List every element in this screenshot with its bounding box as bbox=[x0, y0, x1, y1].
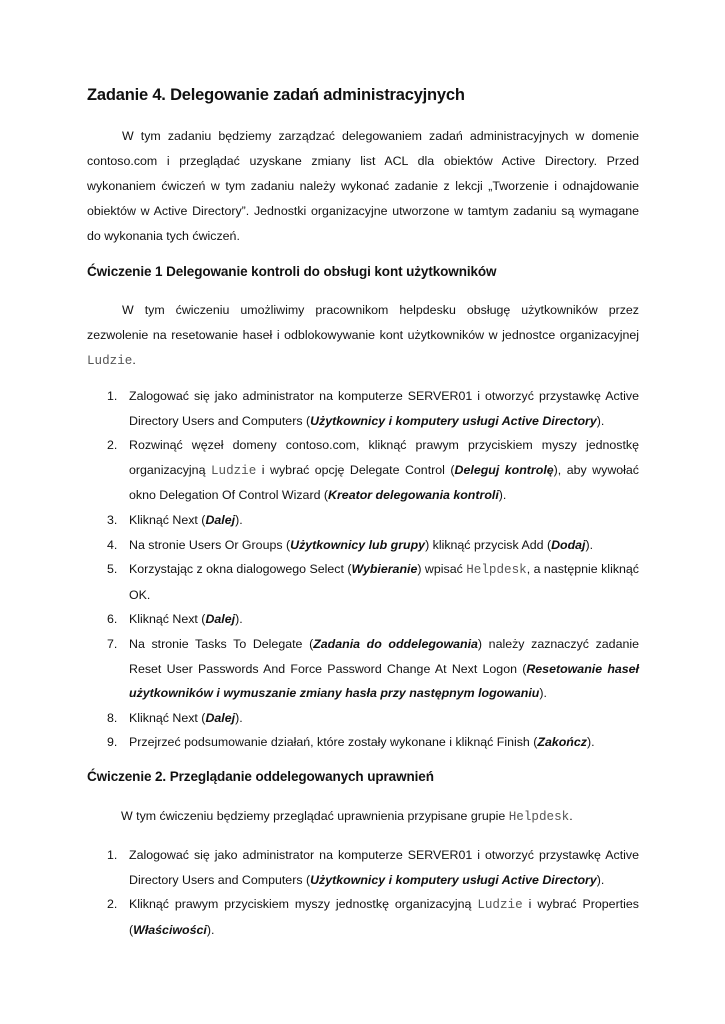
step-text: ). bbox=[596, 872, 605, 887]
ou-name-code: Ludzie bbox=[210, 463, 257, 478]
exercise-2-intro-text: W tym ćwiczeniu będziemy przeglądać uprawnienia przypisane grupie bbox=[121, 809, 509, 823]
list-item bbox=[107, 706, 639, 731]
step-number: 2. bbox=[107, 438, 118, 453]
step-text: Przejrzeć podsumowanie działań, które zostały wykonane i kliknąć Finish ( bbox=[129, 735, 538, 750]
exercise-1-title: Ćwiczenie 1 Delegowanie kontroli do obsługi kont użytkowników bbox=[87, 264, 497, 279]
step-text: ) wpisać bbox=[417, 562, 467, 577]
step-text: Kliknąć prawym przyciskiem myszy jednostkę organizacyjną bbox=[129, 897, 478, 912]
step-term: Dodaj bbox=[551, 537, 586, 552]
step-term: Deleguj kontrolę bbox=[454, 462, 554, 477]
step-text: Zalogować się jako administrator na komputerze SERVER01 i otworzyć przystawkę Active Directory Users and Computers ( bbox=[129, 389, 639, 428]
step-text: ). bbox=[498, 488, 507, 503]
step-text: i wybrać opcję Delegate Control ( bbox=[256, 462, 455, 477]
step-text: ). bbox=[596, 413, 605, 428]
step-text: Kliknąć Next ( bbox=[129, 512, 206, 527]
step-term: Użytkownicy i komputery usługi Active Directory bbox=[310, 872, 597, 887]
step-term: Dalej bbox=[205, 710, 236, 725]
intro-paragraph: W tym zadaniu będziemy zarządzać delegowaniem zadań administracyjnych w domenie contoso.com i przeglądać uzyskane zmiany list ACL dla obiektów Active Directory. Przed wykonaniem ćwiczeń w tym zadaniu należy wykonać zadanie z lekcji „Tworzenie i odnajdowanie obiektów w Active Directory”. Jednostki organizacyjne utworzone w tamtym zadaniu są wymagane do wykonania tych ćwiczeń. bbox=[87, 129, 639, 243]
ou-name-code: Ludzie bbox=[477, 898, 523, 913]
exercise-2-title: Ćwiczenie 2. Przeglądanie oddelegowanych uprawnień bbox=[87, 769, 434, 784]
list-item bbox=[107, 632, 640, 706]
ou-name-code: Ludzie bbox=[87, 354, 133, 368]
step-text: Korzystając z okna dialogowego Select ( bbox=[129, 562, 352, 577]
step-number: 6. bbox=[107, 612, 118, 627]
list-item bbox=[107, 843, 639, 892]
step-term: Wybieranie bbox=[351, 562, 418, 577]
list-item bbox=[107, 557, 639, 607]
list-item bbox=[107, 730, 639, 755]
step-text: ), aby wywołać okno Delegation Of Control Wizard ( bbox=[129, 462, 639, 503]
step-text: , a następnie kliknąć OK. bbox=[129, 562, 639, 602]
list-item bbox=[107, 384, 639, 433]
exercise-1-intro bbox=[87, 298, 639, 374]
list-item bbox=[107, 607, 639, 632]
step-text: ) należy zaznaczyć zadanie Reset User Passwords And Force Password Change At Next Logon ( bbox=[129, 636, 639, 676]
exercise-1-intro-text: W tym ćwiczeniu umożliwimy pracownikom helpdesku obsługę użytkowników przez zezwolenie na resetowanie haseł i odblokowywanie kont użytkowników w jednostce organizacyjnej bbox=[87, 303, 639, 342]
step-text: ). bbox=[586, 735, 595, 750]
step-text: ). bbox=[585, 537, 594, 552]
step-number: 2. bbox=[107, 897, 118, 912]
exercise-1-intro-end: . bbox=[132, 353, 136, 367]
exercise-1-steps bbox=[107, 384, 640, 755]
step-number: 9. bbox=[107, 735, 118, 750]
group-name-code: Helpdesk bbox=[466, 563, 527, 578]
step-number: 3. bbox=[107, 512, 118, 527]
step-term: Zakończ bbox=[537, 735, 587, 750]
step-number: 8. bbox=[107, 710, 118, 725]
step-number: 5. bbox=[107, 562, 118, 577]
step-term: Resetowanie haseł użytkowników i wymuszanie zmiany hasła przy następnym logowaniu bbox=[129, 661, 640, 701]
step-text: ). bbox=[235, 612, 243, 627]
step-term: Zadania do oddelegowania bbox=[313, 636, 478, 651]
page-title: Zadanie 4. Delegowanie zadań administracyjnych bbox=[87, 86, 465, 104]
step-text: Kliknąć Next ( bbox=[129, 612, 206, 627]
step-number: 1. bbox=[107, 389, 118, 403]
step-text: ). bbox=[206, 922, 215, 937]
step-text: Zalogować się jako administrator na komputerze SERVER01 i otworzyć przystawkę Active Directory Users and Computers ( bbox=[129, 848, 639, 887]
list-item bbox=[107, 892, 639, 942]
list-item bbox=[107, 533, 639, 558]
step-term: Użytkownicy i komputery usługi Active Directory bbox=[310, 413, 597, 428]
step-text: ). bbox=[235, 710, 243, 725]
list-item bbox=[107, 433, 639, 508]
step-text: ). bbox=[235, 512, 243, 527]
exercise-2-steps bbox=[107, 843, 639, 942]
step-text: Rozwinąć węzeł domeny contoso.com, kliknąć prawym przyciskiem myszy jednostkę organizacyjną bbox=[129, 438, 639, 477]
list-item bbox=[107, 508, 639, 533]
step-term: Dalej bbox=[205, 612, 236, 627]
step-text: Na stronie Users Or Groups ( bbox=[129, 537, 291, 552]
step-number: 7. bbox=[107, 636, 118, 651]
step-number: 1. bbox=[107, 848, 118, 862]
exercise-2-intro-end: . bbox=[569, 809, 573, 823]
step-text: Kliknąć Next ( bbox=[129, 710, 206, 725]
step-text: ). bbox=[539, 686, 547, 701]
step-text: Na stronie Tasks To Delegate ( bbox=[129, 636, 314, 651]
step-text: i wybrać Properties ( bbox=[129, 897, 639, 937]
step-term: Kreator delegowania kontroli bbox=[328, 488, 499, 503]
step-term: Użytkownicy lub grupy bbox=[290, 537, 426, 552]
step-term: Dalej bbox=[205, 512, 236, 527]
step-term: Właściwości bbox=[133, 922, 207, 937]
group-name-code: Helpdesk bbox=[508, 810, 570, 824]
exercise-2-intro bbox=[121, 804, 641, 830]
step-text: ) kliknąć przycisk Add ( bbox=[425, 537, 552, 552]
step-number: 4. bbox=[107, 537, 118, 552]
